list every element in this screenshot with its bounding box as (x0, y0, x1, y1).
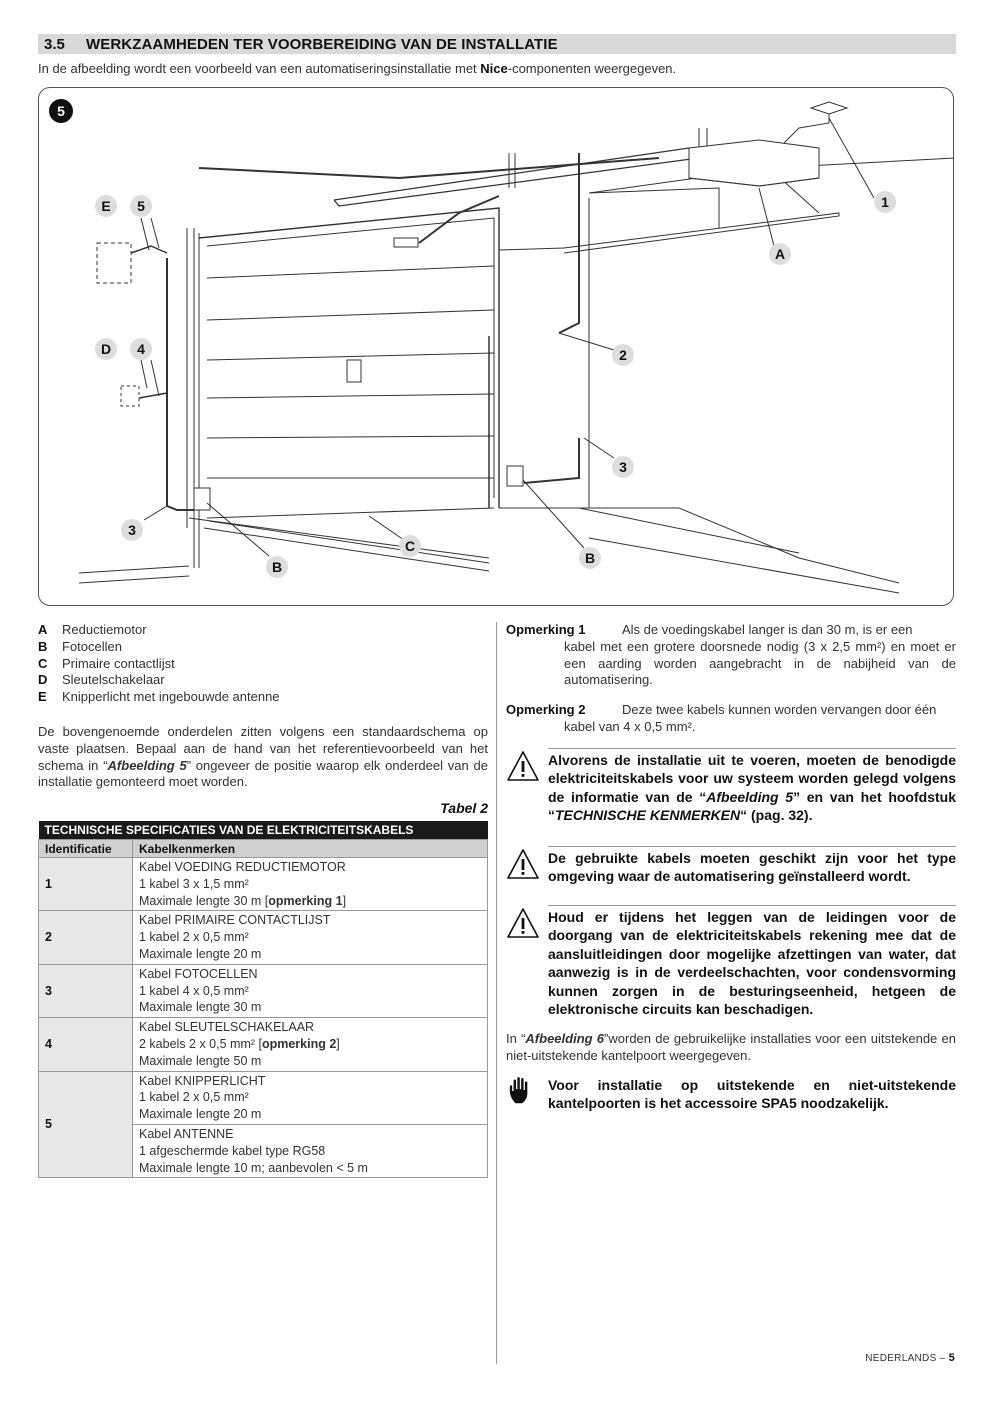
warning-triangle-icon (506, 750, 540, 782)
legend-label: Reductiemotor (62, 622, 147, 637)
spec-line: Kabel SLEUTELSCHAKELAAR (139, 1020, 315, 1035)
paragraph-text: De bovengenoemde onderdelen zitten volgens een standaardschema op vaste plaatsen. Bepaal aan de hand van het referentievoorbeeld van het schema in “ (38, 724, 488, 773)
floor-threshold (204, 528, 489, 571)
note-text: Als de voedingskabel langer is dan 30 m, is er een (622, 622, 913, 637)
leader-3-left (144, 506, 167, 520)
row-spec (133, 964, 488, 1017)
spec-line: 1 kabel 2 x 0,5 mm² (139, 1090, 249, 1105)
legend-key: B (38, 638, 48, 654)
spec-line: Maximale lengte 20 m (139, 946, 262, 961)
spec-line: Maximale lengte 30 m (139, 1000, 262, 1015)
legend-item (38, 622, 478, 639)
paragraph-text: ” ongeveer de positie waarop elk onderdeel van de installatie gemonteerd moet worden. (38, 757, 488, 790)
row-spec (133, 1071, 488, 1124)
cable-right (559, 153, 579, 333)
column-header-id: Identificatie (39, 840, 133, 858)
spec-line: Kabel PRIMAIRE CONTACTLIJST (139, 913, 331, 928)
intro-brand: Nice (480, 61, 508, 76)
door-panel-line (207, 310, 494, 320)
wall-top (589, 188, 719, 228)
floor-right (499, 508, 899, 583)
cable-spec-table (38, 821, 488, 1178)
leader-D (141, 360, 147, 388)
spec-line: Maximale lengte 10 m; aanbevolen < 5 m (139, 1160, 368, 1175)
flasher-dashed-box (97, 243, 131, 283)
note-text: kabel van 4 x 0,5 mm². (564, 718, 696, 734)
leader-C (369, 516, 404, 540)
table-row (39, 964, 488, 1017)
row-spec (133, 858, 488, 911)
page-footer (865, 1352, 955, 1364)
note-text: kabel met een grotere doorsnede nodig (3 x 2,5 mm²) en moet er een aarding worden aangebracht in de nabijheid van de automatisering. (564, 638, 956, 688)
row-id: 4 (39, 1018, 133, 1071)
table-row (39, 1018, 488, 1071)
legend-label: Fotocellen (62, 638, 122, 654)
keyswitch-cable (139, 393, 167, 398)
table-row (39, 911, 488, 964)
door-arm (419, 196, 499, 243)
garage-diagram (39, 88, 954, 606)
spec-line: Maximale lengte 20 m (139, 1107, 262, 1122)
leader-5 (151, 218, 159, 248)
side-rail (564, 213, 839, 253)
callout-C: C (404, 538, 416, 554)
floor-right (579, 508, 799, 553)
page-number: 5 (948, 1352, 955, 1364)
spec-line: 2 kabels 2 x 0,5 mm² [opmerking 2] (139, 1036, 340, 1051)
table-caption: Tabel 2 (440, 800, 488, 816)
row-id: 2 (39, 911, 133, 964)
callout-4: 4 (137, 341, 145, 357)
warning-text: Houd er tijdens het leggen van de leidingen voor de doorgang van de elektriciteitskabels rekening mee dat de aansluitleidingen door mogelijke afzettingen van water, dat aanwezig is in de verdeelschachten, voor condensvorming kunnen zorgen in de besturingseenheid, hetgeen de elektronische circuits kan beschadigen. (548, 909, 956, 1018)
spec-line: 1 kabel 2 x 0,5 mm² (139, 930, 249, 945)
door-frame-inner (207, 218, 494, 498)
door-panel-line (207, 353, 494, 360)
floor-right (589, 538, 899, 593)
legend-label: Knipperlicht met ingebouwde antenne (62, 689, 280, 705)
legend-label: Sleutelschakelaar (62, 672, 165, 688)
row-id: 3 (39, 964, 133, 1017)
door-panel-line (207, 394, 494, 398)
spec-line: 1 afgeschermde kabel type RG58 (139, 1143, 326, 1158)
legend-key: D (38, 672, 48, 688)
section-title: WERKZAAMHEDEN TER VOORBEREIDING VAN DE INSTALLATIE (86, 36, 558, 53)
table-row (39, 1071, 488, 1124)
note-text: Deze twee kabels kunnen worden vervangen door één (622, 702, 937, 717)
leader-2 (559, 333, 614, 350)
section-number: 3.5 (44, 36, 65, 53)
callout-3-right: 3 (619, 459, 627, 475)
door-panel-line (207, 508, 494, 518)
callout-B-right: B (584, 550, 596, 566)
door-frame (199, 208, 499, 508)
table-title: TECHNISCHE SPECIFICATIES VAN DE ELEKTRICITEITSKABELS (39, 821, 488, 840)
callout-D: D (100, 341, 112, 357)
leader-E (141, 218, 149, 250)
note-1 (506, 622, 956, 689)
legend-key: A (38, 622, 48, 637)
intro-after: -componenten weergegeven. (507, 61, 677, 76)
hand-note-text: Voor installatie op uitstekende en niet-uitstekende kantelpoorten is het accessoire SPA5 noodzakelijk. (548, 1077, 956, 1112)
instruction-paragraph (38, 724, 488, 791)
legend-item (38, 672, 478, 689)
figure-reference: Afbeelding 6 (525, 1031, 605, 1046)
callout-2: 2 (619, 347, 627, 363)
motor-body (689, 140, 819, 186)
antenna-base (811, 102, 847, 114)
cable-top (199, 158, 659, 178)
callout-5: 5 (137, 198, 145, 214)
figure-5-garage-installation (38, 87, 954, 606)
intro-before: In de afbeelding wordt een voorbeeld van een automatiseringsinstallatie met (38, 61, 481, 76)
row-spec (133, 1018, 488, 1071)
spec-line: Maximale lengte 50 m (139, 1053, 262, 1068)
door-panel-line (207, 266, 494, 278)
leader-4 (151, 360, 159, 396)
leader-A (759, 188, 774, 246)
row-spec (133, 1124, 488, 1177)
leader-B-right (523, 480, 584, 548)
figure-6-paragraph: In “Afbeelding 6”worden de gebruikelijke installaties voor een uitstekende en niet-uitstekende kantelpoort weergegeven. (506, 1031, 956, 1063)
row-id: 5 (39, 1071, 133, 1178)
legend-item (38, 689, 478, 706)
photocell-left (194, 488, 210, 510)
side-rail (499, 248, 564, 250)
warning-text: De gebruikte kabels moeten geschikt zijn voor het type omgeving waar de automatisering geïnstalleerd wordt. (548, 850, 956, 885)
figure-reference: Afbeelding 5 (107, 757, 187, 773)
column-header-spec: Kabelkenmerken (133, 840, 488, 858)
floor-line (79, 576, 189, 583)
note-heading: Opmerking 2 (506, 702, 586, 717)
spec-line: Kabel KNIPPERLICHT (139, 1073, 266, 1088)
floor-threshold (209, 521, 489, 563)
section-header-bar (38, 34, 956, 54)
note-2 (506, 702, 956, 736)
floor-threshold (189, 518, 489, 558)
photocell-right (507, 466, 523, 486)
leader-1 (829, 118, 874, 198)
warning-divider (548, 748, 956, 749)
cable-photocell (524, 438, 579, 483)
spec-line: Kabel ANTENNE (139, 1126, 234, 1141)
spec-line: 1 kabel 3 x 1,5 mm² (139, 876, 249, 891)
spec-line: Kabel FOTOCELLEN (139, 966, 258, 981)
keyswitch-dashed-box (121, 386, 139, 406)
stop-hand-icon (506, 1075, 540, 1107)
legend-key: C (38, 655, 48, 671)
warning-triangle-icon (506, 848, 540, 880)
intro-text (38, 61, 676, 76)
spec-line: 1 kabel 4 x 0,5 mm² (139, 983, 249, 998)
warning-divider (548, 846, 956, 847)
warning-triangle-icon (506, 907, 540, 939)
figure-number: 5 (57, 103, 65, 119)
floor-line (79, 566, 189, 573)
legend-key: E (38, 689, 47, 705)
note-heading: Opmerking 1 (506, 622, 586, 637)
cable-left (167, 258, 194, 510)
legend-item (38, 639, 478, 656)
door-handle (347, 360, 361, 382)
callout-3-left: 3 (128, 522, 136, 538)
spec-line: Maximale lengte 30 m [opmerking 1] (139, 893, 347, 908)
table-row (39, 858, 488, 911)
callout-1: 1 (881, 194, 889, 210)
callout-E: E (101, 198, 111, 214)
footer-language: NEDERLANDS – (865, 1353, 949, 1364)
arm-bracket (394, 238, 418, 247)
row-id: 1 (39, 858, 133, 911)
legend-item (38, 656, 478, 673)
spec-line: Kabel VOEDING REDUCTIEMOTOR (139, 860, 346, 874)
warning-text: Alvorens de installatie uit te voeren, moeten de benodigde elektriciteitskabels voor uw systeem worden gelegd volgens de informatie van de “Afbeelding 5” en van het hoofdstuk “TECHNISCHE KENMERKEN“ (pag. 32). (548, 752, 956, 824)
antenna-cable (784, 114, 829, 143)
callout-B-left: B (271, 559, 283, 575)
row-spec (133, 911, 488, 964)
warning-divider (548, 905, 956, 906)
column-divider (496, 622, 497, 1364)
legend-label: Primaire contactlijst (62, 655, 175, 671)
door-panel-line (207, 436, 494, 438)
callout-A: A (774, 246, 786, 262)
figure-legend (38, 622, 478, 706)
